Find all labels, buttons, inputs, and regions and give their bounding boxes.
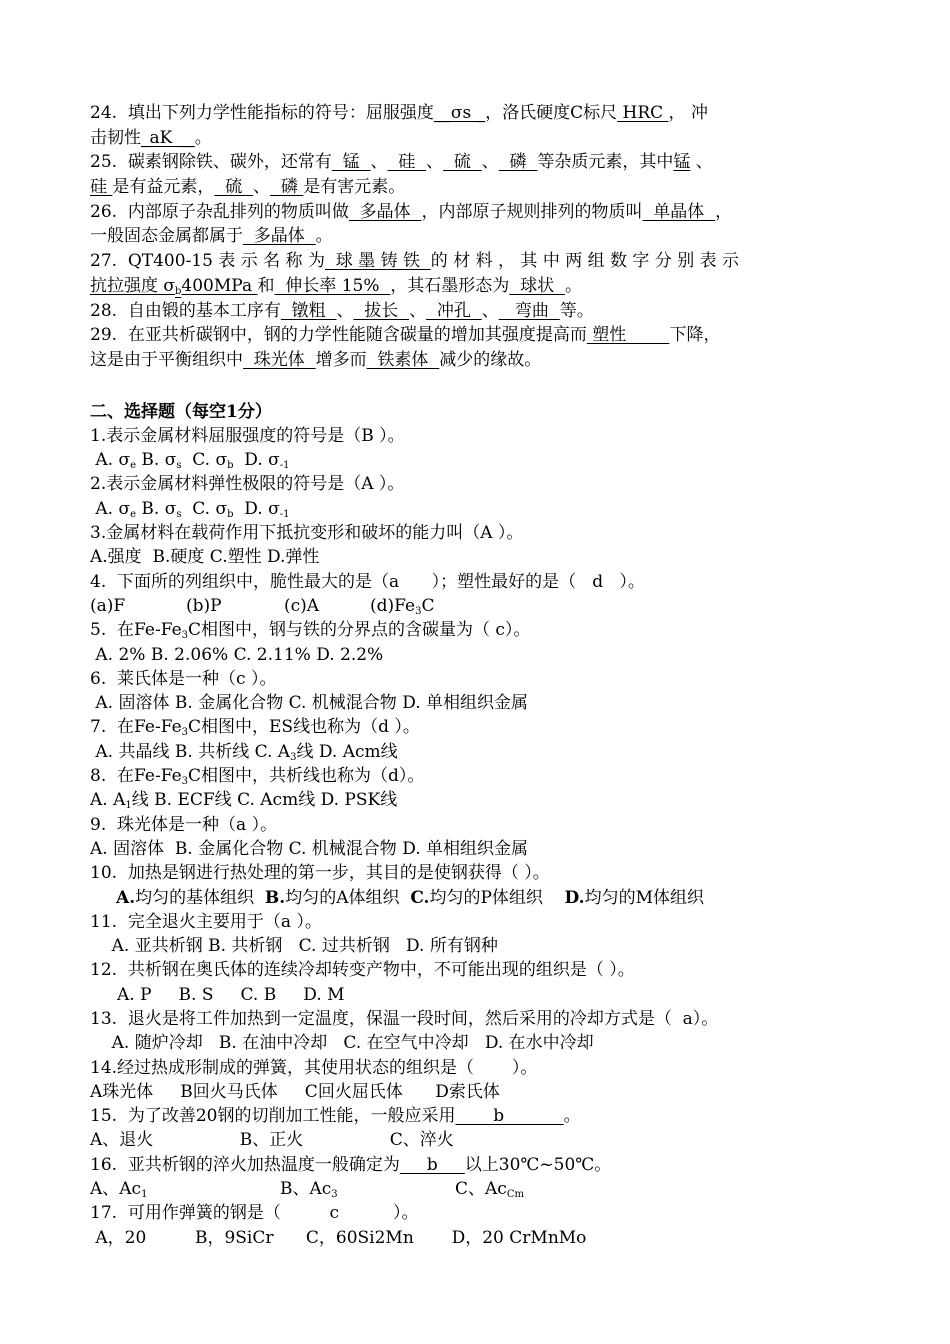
answer-blank: 锰 <box>673 152 691 173</box>
subscript: 3 <box>181 776 188 788</box>
fill-q25-line1 <box>90 150 870 175</box>
choice-q16-stem <box>90 1153 870 1177</box>
choice-q14-options: A珠光体 B回火马氏体 C回火屈氏体 D索氏体 <box>90 1081 500 1102</box>
choice-q13-options: A. 随炉冷却 B. 在油中冷却 C. 在空气中冷却 D. 在水中冷却 <box>90 1033 594 1054</box>
text: 减少的缘故。 <box>439 349 542 370</box>
answer-blank: 磷 <box>498 152 538 173</box>
answer-blank: 多晶体 <box>243 226 316 247</box>
text: ，其石墨形态为 <box>390 275 510 296</box>
text: 7. 在Fe-Fe <box>90 717 182 738</box>
choice-q8-options <box>90 788 870 812</box>
text: 以上30℃~50℃。 <box>464 1154 612 1175</box>
option-label: C. <box>410 887 430 908</box>
text: 。 <box>564 275 582 296</box>
fill-q27-line2 <box>90 274 870 299</box>
text: B. σ <box>136 498 177 519</box>
text: D. σ <box>233 498 280 519</box>
choice-q15-options: A、退火 B、正火 C、淬火 <box>90 1130 454 1151</box>
text: 、 <box>253 177 271 198</box>
choice-q9-stem: 9. 珠光体是一种（a ）。 <box>90 814 278 835</box>
subscript: -1 <box>279 508 290 520</box>
text: 下降， <box>669 325 721 346</box>
fill-q29-line1 <box>90 323 870 348</box>
text: C. σ <box>181 450 228 471</box>
subscript: e <box>130 460 137 472</box>
answer-blank: 单晶体 <box>642 201 716 222</box>
subscript: -1 <box>279 460 290 472</box>
document-body <box>90 101 870 1250</box>
section-title: 二、选择题（每空1分） <box>90 401 272 422</box>
option-label: B. <box>264 887 286 908</box>
choice-q9-options: A. 固溶体 B. 金属化合物 C. 机械混合物 D. 单相组织金属 <box>90 838 529 859</box>
answer-blank: 镦粗 <box>280 300 337 321</box>
answer-blank: 弯曲 <box>498 300 560 321</box>
answer-blank: 硫 <box>214 177 254 198</box>
answer-blank: 锰 <box>331 152 371 173</box>
answer-blank: 拔长 <box>353 300 410 321</box>
answer-blank: 球状 <box>509 275 565 296</box>
text: 24. 填出下列力学性能指标的符号：屈服强度 <box>90 103 434 123</box>
text: 15. 为了改善20钢的切削加工性能，一般应采用 <box>90 1106 456 1127</box>
text: 26. 内部原子杂乱排列的物质叫做 <box>90 201 349 222</box>
answer-blank: 伸长率 15% <box>274 275 391 296</box>
fill-q27-line1 <box>90 249 870 274</box>
fill-q26-line1 <box>90 200 870 225</box>
answer-blank: 硅 <box>90 177 113 198</box>
text: 、 <box>481 152 499 173</box>
answer-blank: 磷 <box>270 177 304 198</box>
choice-q3-options: A.强度 B.硬度 C.塑性 D.弹性 <box>90 547 320 568</box>
option-b: (b)P <box>186 595 222 616</box>
choice-q10-stem: 10. 加热是钢进行热处理的第一步，其目的是使钢获得（ ）。 <box>90 863 550 884</box>
text: D. σ <box>233 450 280 471</box>
subscript: 3 <box>290 751 297 763</box>
text: 、 <box>409 300 427 321</box>
answer-blank: __σs _ <box>433 103 486 123</box>
text: ，洛氏硬度C标尺 <box>485 103 618 123</box>
section-gap <box>90 373 870 400</box>
option-a: A、Ac <box>90 1179 142 1200</box>
text: 16. 亚共析钢的淬火加热温度一般确定为 <box>90 1154 400 1175</box>
text: B. σ <box>136 450 177 471</box>
option-label: A. <box>116 887 136 908</box>
text: A. 共晶线 B. 共析线 C. A <box>90 741 291 762</box>
fill-q24-line1 <box>90 101 870 126</box>
answer-blank: 冲孔 <box>426 300 482 321</box>
subscript: e <box>130 508 137 520</box>
text: 5. 在Fe-Fe <box>90 620 182 641</box>
option-a: (a)F <box>90 595 126 616</box>
option-c: C、Ac <box>455 1179 507 1200</box>
answer-blank: 抗拉强度 σ <box>90 275 176 296</box>
text: 是有益元素， <box>112 177 215 198</box>
text: 、 <box>426 152 444 173</box>
fill-q26-line2 <box>90 224 870 249</box>
subscript: 1 <box>125 800 132 812</box>
text: 线 D. Acm线 <box>296 741 398 762</box>
option-text: 均匀的M体组织 <box>584 887 705 908</box>
text: C相图中，共析线也称为（d）。 <box>188 766 425 787</box>
text: 29. 在亚共析碳钢中，钢的力学性能随含碳量的增加其强度提高而 <box>90 325 587 346</box>
text: 。 <box>563 1106 581 1127</box>
text: 、 <box>481 300 499 321</box>
option-b: B、Ac <box>280 1179 332 1200</box>
text: ， <box>715 201 733 222</box>
choice-q11-options: A. 亚共析钢 B. 共析钢 C. 过共析钢 D. 所有钢种 <box>90 936 498 957</box>
text: 28. 自由锻的基本工序有 <box>90 300 281 321</box>
subscript: s <box>176 460 182 472</box>
text: 、 <box>336 300 354 321</box>
subscript: Cm <box>506 1189 524 1201</box>
text: 一般固态金属都属于 <box>90 226 243 247</box>
choice-q7-stem <box>90 715 870 739</box>
text: 25. 碳素钢除铁、碳外，还常有 <box>90 152 332 173</box>
text: 。 <box>194 127 212 148</box>
text: 这是由于平衡组织中 <box>90 349 243 370</box>
answer-blank: 珠光体 <box>243 349 316 370</box>
choice-q4-options <box>90 594 870 618</box>
text: A. σ <box>90 498 131 519</box>
choice-q12-stem: 12. 共析钢在奥氏体的连续冷却转变产物中，不可能出现的组织是（ ）。 <box>90 960 635 981</box>
subscript: b <box>227 508 234 520</box>
choice-q2-options <box>90 497 870 521</box>
fill-q25-line2 <box>90 175 870 200</box>
choice-q10-options <box>90 886 870 910</box>
text: 线 B. ECF线 C. Acm线 D. PSK线 <box>131 790 398 811</box>
fill-q24-line2 <box>90 126 870 151</box>
text: 。 <box>315 226 333 247</box>
choice-q3-stem: 3.金属材料在载荷作用下抵抗变形和破坏的能力叫（A ）。 <box>90 523 524 544</box>
text: 击韧性 <box>90 127 141 148</box>
subscript: b <box>227 460 234 472</box>
text: C相图中，ES线也称为（d ）。 <box>188 717 420 738</box>
choice-q5-stem <box>90 618 870 642</box>
choice-q12-options: A. P B. S C. B D. M <box>90 984 345 1005</box>
choice-q7-options <box>90 740 870 764</box>
choice-q5-options: A. 2% B. 2.06% C. 2.11% D. 2.2% <box>90 644 384 665</box>
text: C. σ <box>181 498 228 519</box>
answer-blank: 硫 <box>443 152 482 173</box>
choice-q1-stem: 1.表示金属材料屈服强度的符号是（B ）。 <box>90 425 405 446</box>
text: 的 材 料 ， 其 中 两 组 数 字 分 别 表 示 <box>430 251 740 272</box>
text: 增多而 <box>315 349 367 370</box>
answer-blank: 塑性 <box>586 325 670 346</box>
subscript: 3 <box>181 727 188 739</box>
text: C <box>421 595 435 616</box>
text: 和 <box>257 275 275 296</box>
answer-blank: b <box>399 1154 465 1175</box>
fill-q28 <box>90 299 870 324</box>
choice-q17-options: A，20 B，9SiCr C，60Si2Mn D，20 CrMnMo <box>90 1227 587 1248</box>
fill-q29-line2 <box>90 348 870 373</box>
text: ，内部原子规则排列的物质叫 <box>421 201 643 222</box>
answer-blank: 铁素体 <box>366 349 440 370</box>
text: A. A <box>90 790 126 811</box>
answer-blank: 球 墨 铸 铁 <box>324 251 431 272</box>
text: 、 <box>690 152 713 173</box>
option-label: D. <box>564 887 585 908</box>
text: 等。 <box>559 300 594 321</box>
option-text: 均匀的基体组织 <box>135 887 265 908</box>
text: 等杂质元素，其中 <box>537 152 674 173</box>
choice-q14-stem: 14.经过热成形制成的弹簧，其使用状态的组织是（ ）。 <box>90 1057 538 1078</box>
text: A. σ <box>90 450 131 471</box>
text: 27. QT400-15 表 示 名 称 为 <box>90 251 325 272</box>
choice-q1-options <box>90 448 870 472</box>
text: 、 <box>370 152 388 173</box>
answer-blank: HRC <box>617 103 669 123</box>
text: 8. 在Fe-Fe <box>90 766 182 787</box>
option-text: 均匀的P体组织 <box>429 887 565 908</box>
option-c: (c)A <box>284 595 320 616</box>
text: 是有害元素。 <box>303 177 406 198</box>
answer-blank: 400MPa <box>181 275 258 296</box>
subscript: 3 <box>415 605 422 617</box>
choice-q17-stem: 17. 可用作弹簧的钢是（ c ）。 <box>90 1203 419 1224</box>
subscript: 3 <box>331 1189 338 1201</box>
subscript: 3 <box>181 630 188 642</box>
choice-q4-stem: 4. 下面所的列组织中，脆性最大的是（a ）；塑性最好的是（ d ）。 <box>90 571 645 592</box>
option-text: 均匀的A体组织 <box>285 887 411 908</box>
answer-blank: 硅 <box>387 152 427 173</box>
choice-q8-stem <box>90 764 870 788</box>
choice-q15-stem <box>90 1104 870 1128</box>
text: ， 冲 <box>668 103 708 123</box>
subscript: 1 <box>141 1189 148 1201</box>
subscript: s <box>176 508 182 520</box>
option-d: (d)Fe <box>370 595 416 616</box>
choice-q11-stem: 11. 完全退火主要用于（a ）。 <box>90 911 322 932</box>
choice-q13-stem: 13. 退火是将工件加热到一定温度，保温一段时间，然后采用的冷却方式是（ a）。 <box>90 1008 719 1029</box>
subscript: b <box>175 285 182 297</box>
answer-blank: _aK __ <box>141 127 195 148</box>
choice-q6-options: A. 固溶体 B. 金属化合物 C. 机械混合物 D. 单相组织金属 <box>90 693 529 714</box>
choice-q16-options <box>90 1177 870 1201</box>
text: C相图中，钢与铁的分界点的含碳量为（ c）。 <box>188 620 531 641</box>
choice-q2-stem: 2.表示金属材料弹性极限的符号是（A ）。 <box>90 474 405 495</box>
answer-blank: 多晶体 <box>348 201 422 222</box>
answer-blank: b <box>455 1106 564 1127</box>
choice-q6-stem: 6. 莱氏体是一种（c ）。 <box>90 668 277 689</box>
